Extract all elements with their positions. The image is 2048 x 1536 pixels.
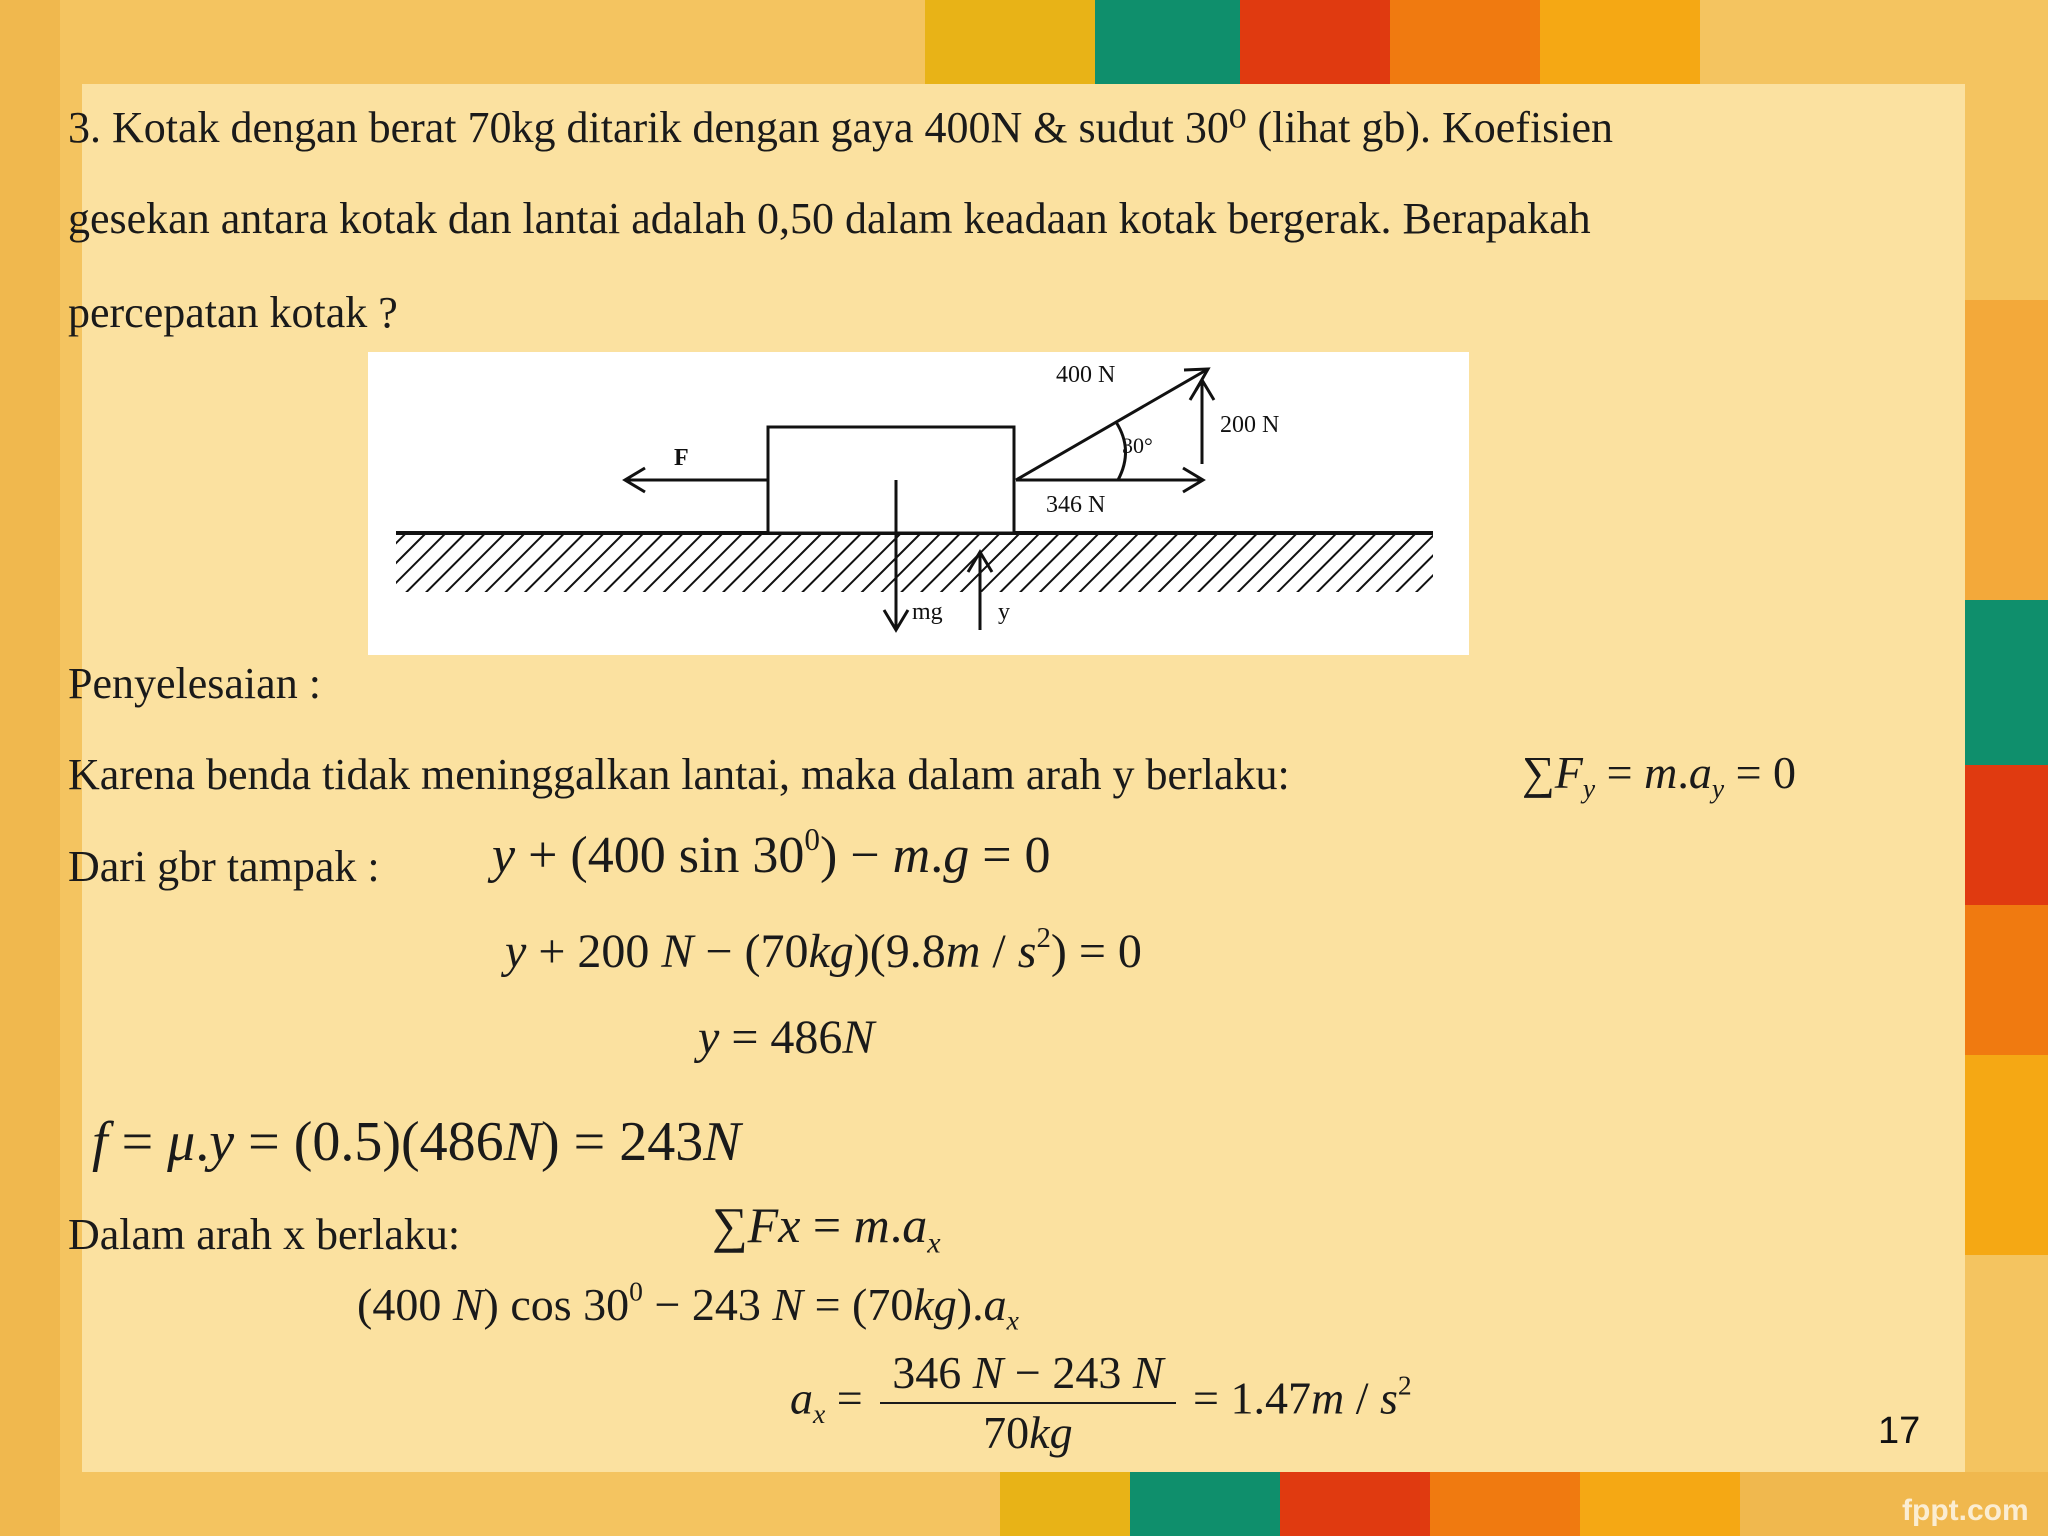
ground-hatching <box>396 533 1433 592</box>
normal-force-label: y <box>998 599 1010 625</box>
acceleration-fraction <box>880 1347 1175 1458</box>
friction-arrow <box>625 468 768 492</box>
acceleration-equation: $a_x$ = $\frac{346 N - 243 N}{70kg}$ = $1.47m / s^2$ <box>790 1347 1412 1458</box>
fraction-numerator: 346 N − 243 N <box>880 1350 1175 1404</box>
box <box>768 427 1014 533</box>
problem-line-2: gesekan antara kotak dan lantai adalah 0,50 dalam keadaan kotak bergerak. Berapakah <box>68 194 1591 243</box>
fraction-denominator: 70kg <box>983 1407 1073 1458</box>
problem-line-3: percepatan kotak ? <box>68 288 398 337</box>
force-diagram <box>368 352 1469 655</box>
equation-1: y + (400 $\sin 30^0) - m.g = 0$ <box>492 822 1051 884</box>
force-200-label: 200 N <box>1220 412 1280 438</box>
sum-fx-equation: $\sum Fx = m.a_x$ <box>712 1197 941 1260</box>
sum-fy-equation: $\sum F_y = m.a_y = 0$ <box>1522 747 1797 804</box>
equation-3: y = 486N <box>698 1011 875 1064</box>
solution-heading: Penyelesaian : <box>68 659 321 708</box>
friction-label: F <box>674 445 689 471</box>
force-400-label: 400 N <box>1056 362 1116 388</box>
friction-equation: f = μ.y = (0.5)(486N) = 243N <box>92 1111 741 1173</box>
brand-watermark: fppt.com <box>1902 1494 2029 1527</box>
force-diagram-svg <box>368 352 1469 655</box>
force-346-label: 346 N <box>1046 492 1106 518</box>
horizontal-component-arrow <box>1016 468 1203 492</box>
weight-label: mg <box>912 599 943 625</box>
x-direction-text: Dalam arah x berlaku: <box>68 1210 461 1259</box>
y-direction-text: Karena benda tidak meninggalkan lantai, maka dalam arah y berlaku: <box>68 750 1290 799</box>
equation-x: (400 N) $\cos 30^0 - 243$ $N = (70kg).a_x$ <box>357 1275 1019 1336</box>
page-number: 17 <box>1878 1410 1921 1452</box>
vertical-component-arrow <box>1190 380 1214 464</box>
from-figure-text: Dari gbr tampak : <box>68 842 380 891</box>
equation-2: y + 200 $N - (70kg)(9.8m / s^2) = 0$ <box>505 921 1142 978</box>
angle-label: 30° <box>1122 433 1153 458</box>
problem-line-1: 3. Kotak dengan berat 70kg ditarik dengan gaya 400N & sudut 30⁰ (lihat gb). Koefisien <box>68 103 1614 152</box>
